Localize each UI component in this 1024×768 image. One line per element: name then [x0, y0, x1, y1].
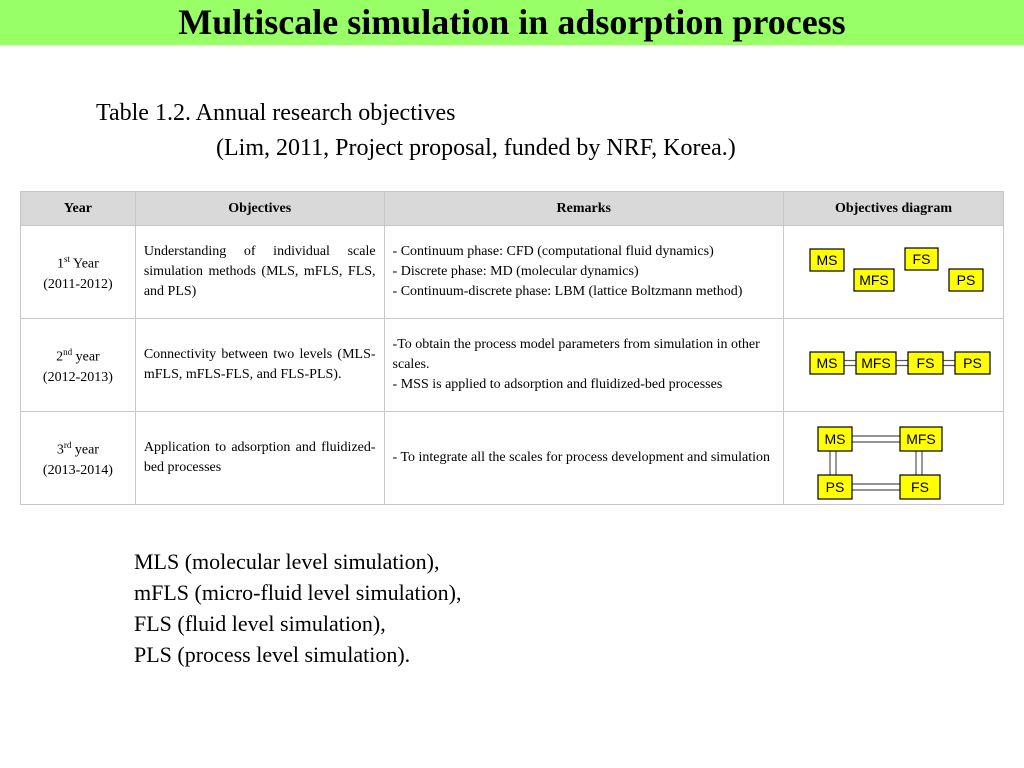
year-ordinal: rd: [63, 440, 72, 451]
remarks-cell: [384, 319, 783, 412]
header-remarks: Remarks: [384, 192, 783, 226]
table-row: [21, 319, 1004, 412]
legend-line: FLS (fluid level simulation),: [134, 611, 386, 636]
table-row: [21, 412, 1004, 505]
remark-line: -To obtain the process model parameters from simulation in other scales.: [392, 337, 760, 372]
table-source: (Lim, 2011, Project proposal, funded by NRF, Korea.): [216, 135, 736, 161]
node-label: PS: [956, 272, 976, 288]
year-number: 3: [56, 442, 64, 458]
node-fs: [908, 352, 943, 374]
node-mfs: [856, 352, 896, 374]
year-cell: [21, 319, 136, 412]
node-label: FS: [912, 251, 931, 267]
node-ps: [949, 269, 983, 291]
table-row: [21, 226, 1004, 319]
node-label: MS: [824, 431, 846, 447]
diagram-chain: [792, 319, 995, 411]
year-period: (2011-2012): [43, 276, 113, 292]
objectives-cell: Connectivity between two levels (MLS-mFLS, mFLS-FLS, and FLS-PLS).: [135, 319, 384, 412]
slide-title: Multiscale simulation in adsorption process: [178, 2, 846, 42]
node-fs: [905, 248, 938, 270]
year-period: (2012-2013): [42, 369, 113, 385]
year-ordinal: st: [64, 254, 71, 265]
objectives-table: [20, 191, 1004, 505]
remark-line: - To integrate all the scales for process development and simulation: [392, 450, 770, 465]
abbreviation-legend: [134, 546, 462, 670]
node-ms: [810, 249, 844, 271]
remark-line: - Continuum-discrete phase: LBM (lattice Boltzmann method): [392, 284, 743, 299]
node-ms: [810, 352, 844, 374]
node-mfs: [854, 269, 894, 291]
diagram-cell: [783, 412, 1003, 505]
year-number: 2: [56, 349, 64, 365]
node-label: MS: [816, 355, 838, 371]
node-label: MS: [816, 252, 838, 268]
year-word: Year: [70, 256, 99, 272]
header-objectives: Objectives: [135, 192, 384, 226]
table-header-row: [21, 192, 1004, 226]
node-fs: [900, 475, 940, 499]
table-caption: Table 1.2. Annual research objectives: [96, 100, 456, 126]
legend-line: PLS (process level simulation).: [134, 642, 411, 667]
node-label: MFS: [861, 355, 891, 371]
node-label: MFS: [859, 272, 889, 288]
node-mfs: [900, 427, 942, 451]
legend-line: mFLS (micro-fluid level simulation),: [134, 580, 462, 605]
node-label: PS: [825, 479, 845, 495]
year-period: (2013-2014): [42, 462, 113, 478]
objectives-cell: Application to adsorption and fluidized-bed processes: [135, 412, 384, 505]
node-ps: [818, 475, 852, 499]
node-label: PS: [963, 355, 982, 371]
node-label: FS: [911, 479, 929, 495]
year-ordinal: nd: [63, 347, 73, 358]
legend-line: MLS (molecular level simulation),: [134, 549, 440, 574]
remark-line: - Continuum phase: CFD (computational fluid dynamics): [392, 244, 714, 259]
year-cell: [21, 226, 136, 319]
diagram-loop: [792, 412, 995, 504]
objectives-cell: Understanding of individual scale simulation methods (MLS, mFLS, FLS, and PLS): [135, 226, 384, 319]
node-ps: [955, 352, 990, 374]
diagram-cell: [783, 319, 1003, 412]
year-number: 1: [57, 256, 65, 272]
year-word: year: [71, 442, 99, 458]
remarks-cell: [384, 412, 783, 505]
node-label: MFS: [906, 431, 936, 447]
diagram-individual: [792, 226, 995, 318]
year-word: year: [72, 349, 100, 365]
year-cell: [21, 412, 136, 505]
header-diagram: Objectives diagram: [783, 192, 1003, 226]
diagram-cell: [783, 226, 1003, 319]
node-label: FS: [916, 355, 935, 371]
node-ms: [818, 427, 852, 451]
remarks-cell: [384, 226, 783, 319]
header-year: Year: [21, 192, 136, 226]
remark-line: - MSS is applied to adsorption and fluidized-bed processes: [392, 377, 723, 392]
remark-line: - Discrete phase: MD (molecular dynamics): [392, 264, 639, 279]
